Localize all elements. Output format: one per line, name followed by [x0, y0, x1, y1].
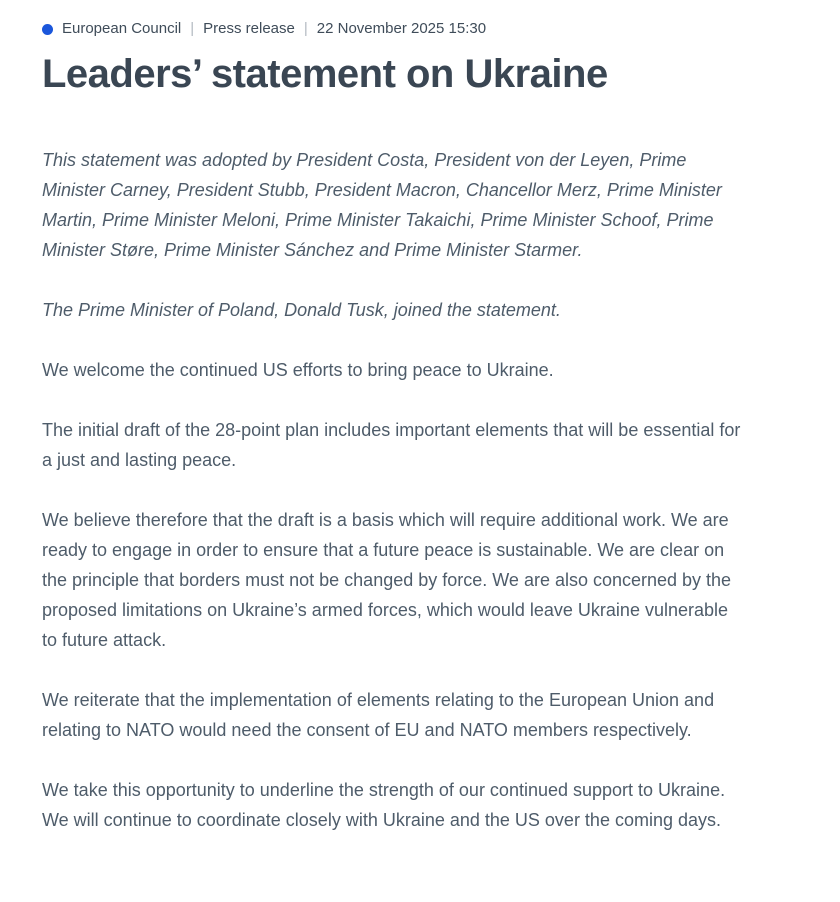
timestamp: 22 November 2025 15:30: [316, 20, 487, 37]
paragraph: We welcome the continued US efforts to bring peace to Ukraine.: [42, 360, 554, 380]
source-dot-icon: [42, 24, 53, 35]
meta-bar: [42, 20, 750, 38]
paragraph: We believe therefore that the draft is a basis which will require additional work. We are ready to engage in order to ensure that a future peace is sustainable. We are clear on the principle that borders must not be changed by force. We are also concerned by the proposed limitations on Ukraine’s armed forces, which would leave Ukraine vulnerable to future attack.: [42, 510, 732, 650]
paragraph: We take this opportunity to underline the strength of our continued support to Ukraine. We will continue to coordinate closely with Ukraine and the US over the coming days.: [42, 780, 726, 830]
separator: |: [190, 20, 195, 37]
separator: |: [303, 20, 308, 37]
page-title: Leaders’ statement on Ukraine: [42, 52, 608, 96]
paragraph: We reiterate that the implementation of elements relating to the European Union and relating to NATO would need the consent of EU and NATO members respectively.: [42, 690, 715, 740]
article-body: [42, 145, 748, 835]
paragraph: The Prime Minister of Poland, Donald Tusk, joined the statement.: [42, 300, 561, 320]
source-label: European Council: [62, 20, 182, 37]
paragraph: The initial draft of the 28-point plan includes important elements that will be essential for a just and lasting peace.: [42, 420, 741, 470]
category-label: Press release: [203, 20, 295, 37]
paragraph: This statement was adopted by President Costa, President von der Leyen, Prime Minister Carney, President Stubb, President Macron, Chancellor Merz, Prime Minister Martin, Prime Minister Meloni, Prime Minister Takaichi, Prime Minister Schoof, Prime Minister Støre, Prime Minister Sánchez and Prime Minister Starmer.: [42, 150, 722, 260]
